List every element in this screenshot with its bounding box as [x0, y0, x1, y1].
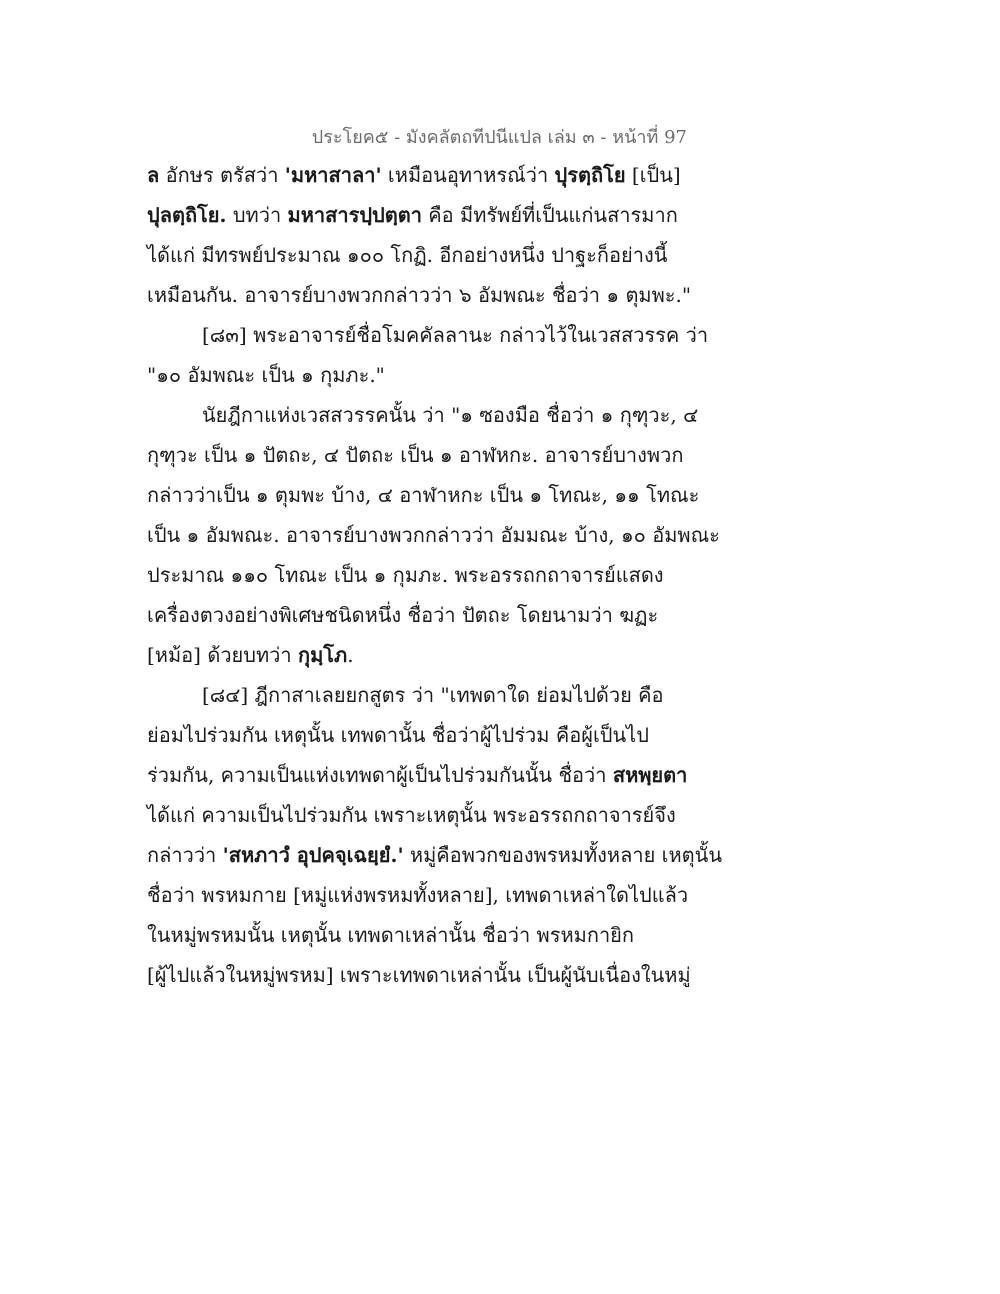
- text-run: บทว่า: [226, 203, 288, 227]
- text-run: ในหมู่พรหมนั้น เหตุนั้น เทพดาเหล่านั้น ชื่อว่า พรหมกายิก: [147, 923, 635, 947]
- text-run: เป็น ๑ อัมพณะ. อาจารย์บางพวกกล่าวว่า อัมมณะ บ้าง, ๑๐ อัมพณะ: [147, 523, 720, 547]
- bold-term: 'มหาสาลา': [284, 163, 382, 187]
- bold-term: กุมฺโภ: [297, 643, 348, 667]
- text-line: [147, 920, 707, 960]
- text-run: ประมาณ ๑๑๐ โทณะ เป็น ๑ กุมภะ. พระอรรถกถาจารย์แสดง: [147, 563, 664, 587]
- text-line: [147, 360, 707, 400]
- text-run: [หม้อ] ด้วยบทว่า: [147, 643, 298, 667]
- text-run: ชื่อว่า พรหมกาย [หมู่แห่งพรหมทั้งหลาย], เทพดาเหล่าใดไปแล้ว: [147, 883, 689, 907]
- bold-term: ล: [147, 163, 160, 187]
- text-run: เหมือนกัน. อาจารย์บางพวกกล่าวว่า ๖ อัมพณะ ชื่อว่า ๑ ตุมพะ.": [147, 283, 692, 307]
- text-line: [147, 640, 707, 680]
- text-run: หมู่คือพวกของพรหมทั้งหลาย เหตุนั้น: [403, 843, 723, 867]
- text-run: ได้แก่ มีทรพย์ประมาณ ๑๐๐ โกฏิ. อีกอย่างหนึ่ง ปาฐะก็อย่างนี้: [147, 243, 668, 267]
- document-body: [147, 160, 723, 1000]
- text-run: อักษร ตรัสว่า: [159, 163, 285, 187]
- text-line: [147, 160, 707, 200]
- text-run: ย่อมไปร่วมกัน เหตุนั้น เทพดานั้น ชื่อว่าผู้ไปร่วม คือผู้เป็นไป: [147, 723, 649, 747]
- text-run: เครื่องตวงอย่างพิเศษชนิดหนึ่ง ชื่อว่า ปัตถะ โดยนามว่า ฆฏะ: [147, 603, 659, 627]
- text-run: [๘๔] ฎีกาสาเลยยกสูตร ว่า "เทพดาใด ย่อมไปด้วย คือ: [202, 683, 664, 707]
- text-line: [147, 760, 707, 800]
- text-line: [147, 680, 707, 720]
- text-line: [147, 560, 707, 600]
- text-run: นัยฎีกาแห่งเวสสวรรคนั้น ว่า "๑ ซองมือ ชื่อว่า ๑ กุฑุวะ, ๔: [202, 403, 699, 427]
- text-line: [147, 480, 707, 520]
- text-line: [147, 520, 720, 560]
- text-run: เหมือนอุทาหรณ์ว่า: [381, 163, 555, 187]
- text-run: กุฑุวะ เป็น ๑ ปัตถะ, ๔ ปัตถะ เป็น ๑ อาฬหกะ. อาจารย์บางพวก: [147, 443, 684, 467]
- text-run: กล่าวว่า: [147, 843, 223, 867]
- bold-term: 'สหภาวํ อุปคจฺเฉยฺยํ.': [222, 843, 404, 867]
- text-run: "๑๐ อัมพณะ เป็น ๑ กุมภะ.": [147, 363, 385, 387]
- text-line: [147, 840, 723, 880]
- text-run: [๘๓] พระอาจารย์ชื่อโมคคัลลานะ กล่าวไว้ในเวสสวรรค ว่า: [202, 323, 709, 347]
- text-run: .: [347, 643, 354, 667]
- text-run: ได้แก่ ความเป็นไปร่วมกัน เพราะเหตุนั้น พระอรรถกถาจารย์จึง: [147, 803, 676, 827]
- text-run: คือ มีทรัพย์ที่เป็นแก่นสารมาก: [421, 203, 678, 227]
- text-line: [147, 200, 707, 240]
- text-line: [147, 240, 707, 280]
- text-line: [147, 800, 707, 840]
- text-run: ร่วมกัน, ความเป็นแห่งเทพดาผู้เป็นไปร่วมกันนั้น ชื่อว่า: [147, 763, 613, 787]
- page-header: ประโยค๕ - มังคลัตถทีปนีแปล เล่ม ๓ - หน้าที่ 97: [311, 127, 687, 148]
- text-line: [147, 320, 707, 360]
- bold-term: ปุลตฺถิโย.: [147, 203, 227, 227]
- text-line: [147, 400, 707, 440]
- text-line: [147, 440, 707, 480]
- text-line: [147, 960, 707, 1000]
- text-run: [เป็น]: [625, 163, 681, 187]
- bold-term: มหาสารปฺปตฺตา: [287, 203, 422, 227]
- bold-term: สหพฺยตา: [612, 763, 688, 787]
- text-line: [147, 280, 707, 320]
- text-line: [147, 720, 707, 760]
- bold-term: ปุรตฺถิโย: [554, 163, 626, 187]
- text-line: [147, 600, 707, 640]
- text-line: [147, 880, 707, 920]
- text-run: [ผู้ไปแล้วในหมู่พรหม] เพราะเทพดาเหล่านั้น เป็นผู้นับเนื่องในหมู่: [147, 963, 691, 987]
- text-run: กล่าวว่าเป็น ๑ ตุมพะ บ้าง, ๔ อาฬาหกะ เป็น ๑ โทณะ, ๑๑ โทณะ: [147, 483, 700, 507]
